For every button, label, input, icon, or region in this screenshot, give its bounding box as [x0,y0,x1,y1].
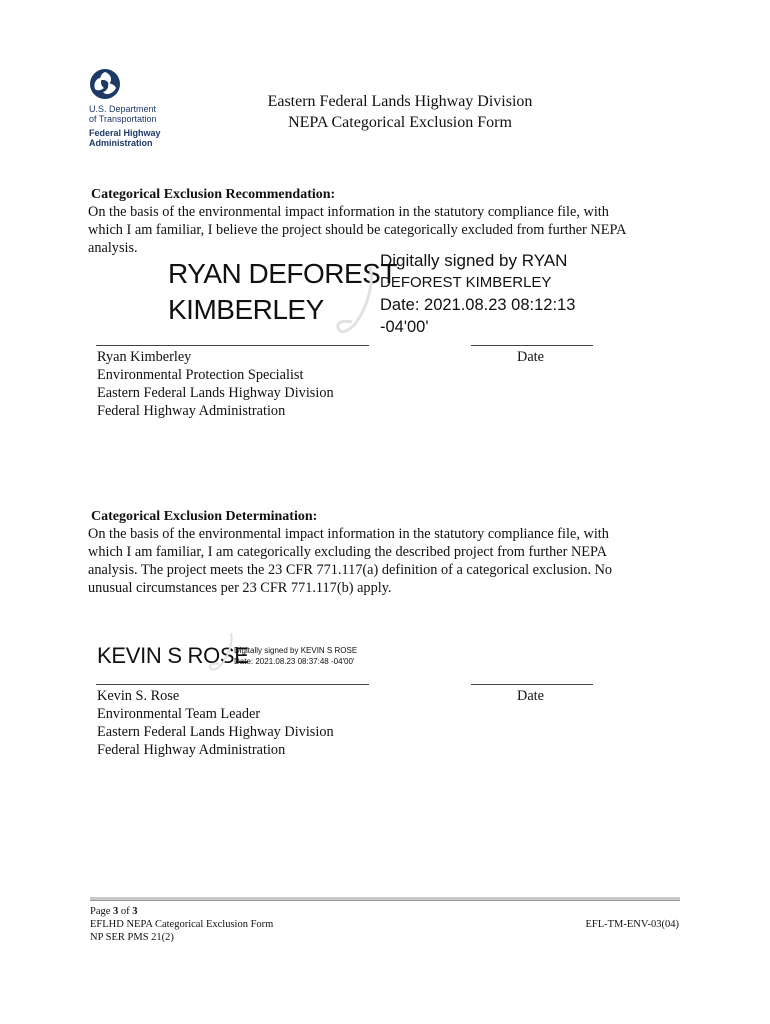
recommendation-section [88,187,691,257]
agency-name-fhwa: Federal Highway Administration [89,128,161,148]
signature-name: RYAN DEFOREST KIMBERLEY [168,258,397,325]
digital-signature-rose: KEVIN S ROSE [97,643,249,668]
determination-section [88,509,691,597]
date-label: Date [517,349,544,365]
footer-form-name: EFLHD NEPA Categorical Exclusion Form [90,919,274,930]
signer-name: Kevin S. Rose [97,688,180,704]
date-line [471,684,593,685]
signer-title: Environmental Protection Specialist [97,367,304,383]
recommendation-heading: Categorical Exclusion Recommendation: [91,187,336,202]
signer-name: Ryan Kimberley [97,349,192,365]
signer-division: Eastern Federal Lands Highway Division [97,385,334,401]
recommendation-paragraph: On the basis of the environmental impact information in the statutory compliance file, with which I am familiar, I believe the project should be categorically excluded from further NEPA analysis. [88,204,627,256]
signer-agency: Federal Highway Administration [97,742,286,758]
header-form-title: NEPA Categorical Exclusion Form [288,114,512,131]
signer-division: Eastern Federal Lands Highway Division [97,724,334,740]
determination-heading: Categorical Exclusion Determination: [91,509,318,524]
agency-name-dot: U.S. Department of Transportation [89,104,157,124]
signer-agency: Federal Highway Administration [97,403,286,419]
document-header [0,91,770,133]
date-line [471,345,593,346]
determination-paragraph: On the basis of the environmental impact information in the statutory compliance file, with which I am familiar, I am categorically excluding the described project from further NEPA analysis. The project meets the 23 CFR 771.117(a) definition of a categorical exclusion. No unusual circumstances per 23 CFR 771.117(b) apply. [88,526,613,596]
footer-left [90,905,273,944]
signature-details: Digitally signed by KEVIN S ROSE Date: 2021.08.23 08:37:48 -04'00' [234,646,358,666]
page-indicator: Page 3 of 3 [90,906,138,917]
footer-form-code: NP SER PMS 21(2) [90,932,174,943]
signature-details: Digitally signed by RYAN DEFOREST KIMBERLEY Date: 2021.08.23 08:12:13 -04'00' [380,251,576,336]
signer-block-kimberley [97,348,334,420]
footer-divider [90,897,680,901]
signature-line [96,684,369,685]
header-division: Eastern Federal Lands Highway Division [267,93,533,110]
signer-block-rose [97,687,334,759]
signer-title: Environmental Team Leader [97,706,261,722]
footer-form-number: EFL-TM-ENV-03(04) [585,919,679,930]
date-label: Date [517,688,544,704]
signature-line [96,345,369,346]
